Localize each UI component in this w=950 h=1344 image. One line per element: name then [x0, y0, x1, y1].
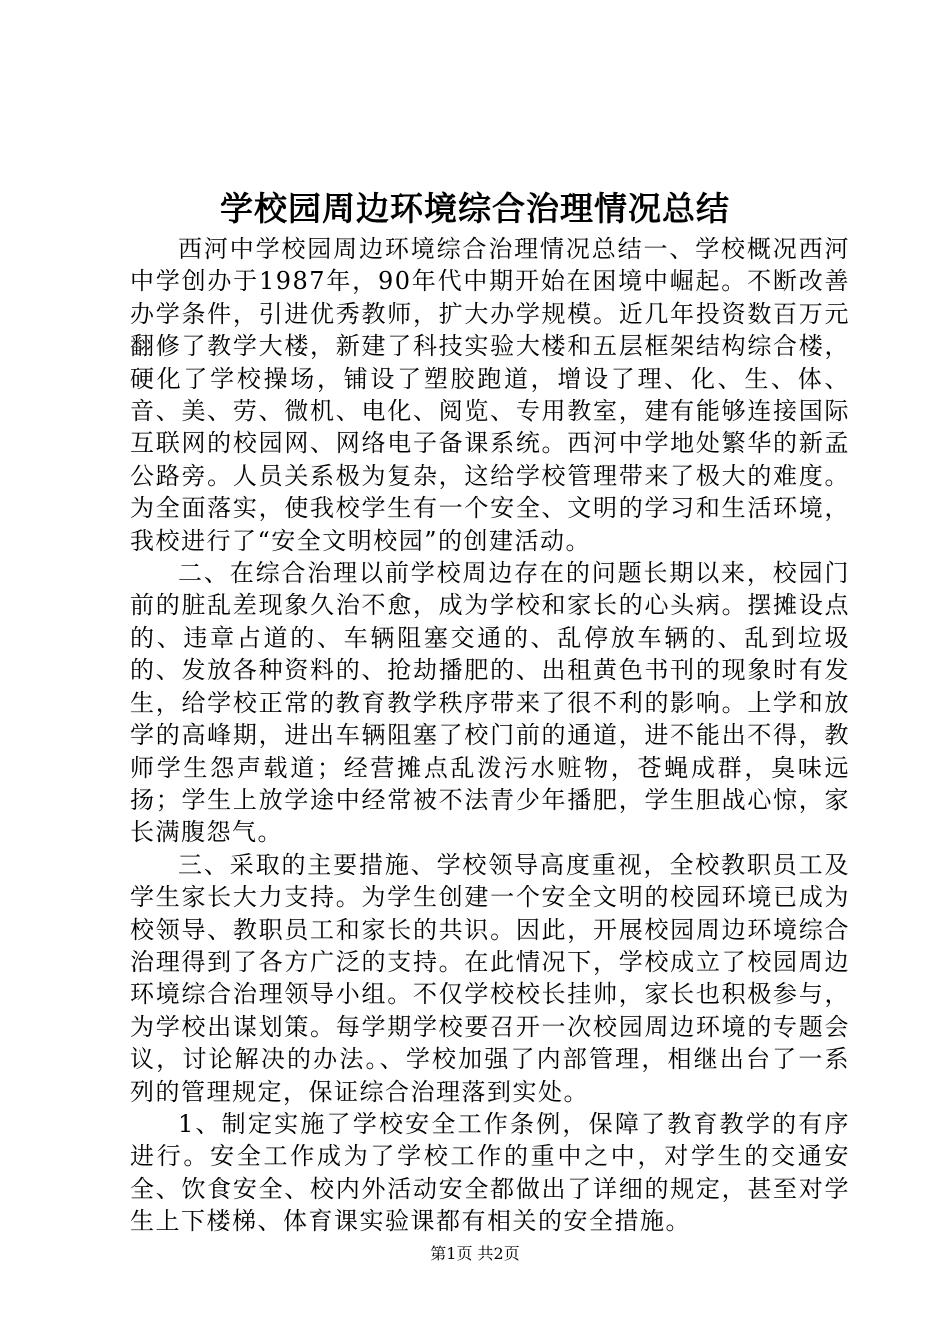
document-title: 学校园周边环境综合治理情况总结 — [220, 189, 730, 228]
paragraph-safety-rules: 1、制定实施了学校安全工作条例，保障了教育教学的有序进行。安全工作成为了学校工作的重中之中，对学生的交通安全、饮食安全、校内外活动安全都做出了详细的规定，甚至对学生上下楼梯、体育课实验课都有相关的安全措施。 — [130, 1109, 850, 1236]
paragraph-overview: 西河中学校园周边环境综合治理情况总结一、学校概况西河中学创办于1987年，90年代中期开始在困境中崛起。不断改善办学条件，引进优秀教师，扩大办学规模。近几年投资数百万元翻修了教学大楼，新建了科技实验大楼和五层框架结构综合楼，硬化了学校操场，铺设了塑胶跑道，增设了理、化、生、体、音、美、劳、微机、电化、阅览、专用教室，建有能够连接国际互联网的校园网、网络电子备课系统。西河中学地处繁华的新孟公路旁。人员关系极为复杂，这给学校管理带来了极大的难度。为全面落实，使我校学生有一个安全、文明的学习和生活环境，我校进行了“安全文明校园”的创建活动。 — [130, 235, 850, 555]
document-body — [130, 233, 850, 1238]
paragraph-problems: 二、在综合治理以前学校周边存在的问题长期以来，校园门前的脏乱差现象久治不愈，成为学校和家长的心头病。摆摊设点的、违章占道的、车辆阻塞交通的、乱停放车辆的、乱到垃圾的、发放各种资料的、抢劫播肥的、出租黄色书刊的现象时有发生，给学校正常的教育教学秩序带来了很不利的影响。上学和放学的高峰期，进出车辆阻塞了校门前的通道，进不能出不得，教师学生怨声载道；经营摊点乱泼污水赃物，苍蝇成群，臭味远扬；学生上放学途中经常被不法青少年播肥，学生胆战心惊，家长满腹怨气。 — [130, 559, 850, 847]
page-number-footer: 第1页 共2页 — [430, 1244, 520, 1263]
paragraph-measures: 三、采取的主要措施、学校领导高度重视，全校教职员工及学生家长大力支持。为学生创建一个安全文明的校园环境已成为校领导、教职员工和家长的共识。因此，开展校园周边环境综合治理得到了各方广泛的支持。在此情况下，学校成立了校园周边环境综合治理领导小组。不仅学校校长挂帅，家长也积极参与，为学校出谋划策。每学期学校要召开一次校园周边环境的专题会议，讨论解决的办法。、学校加强了内部管理，相继出台了一系列的管理规定，保证综合治理落到实处。 — [130, 850, 850, 1106]
